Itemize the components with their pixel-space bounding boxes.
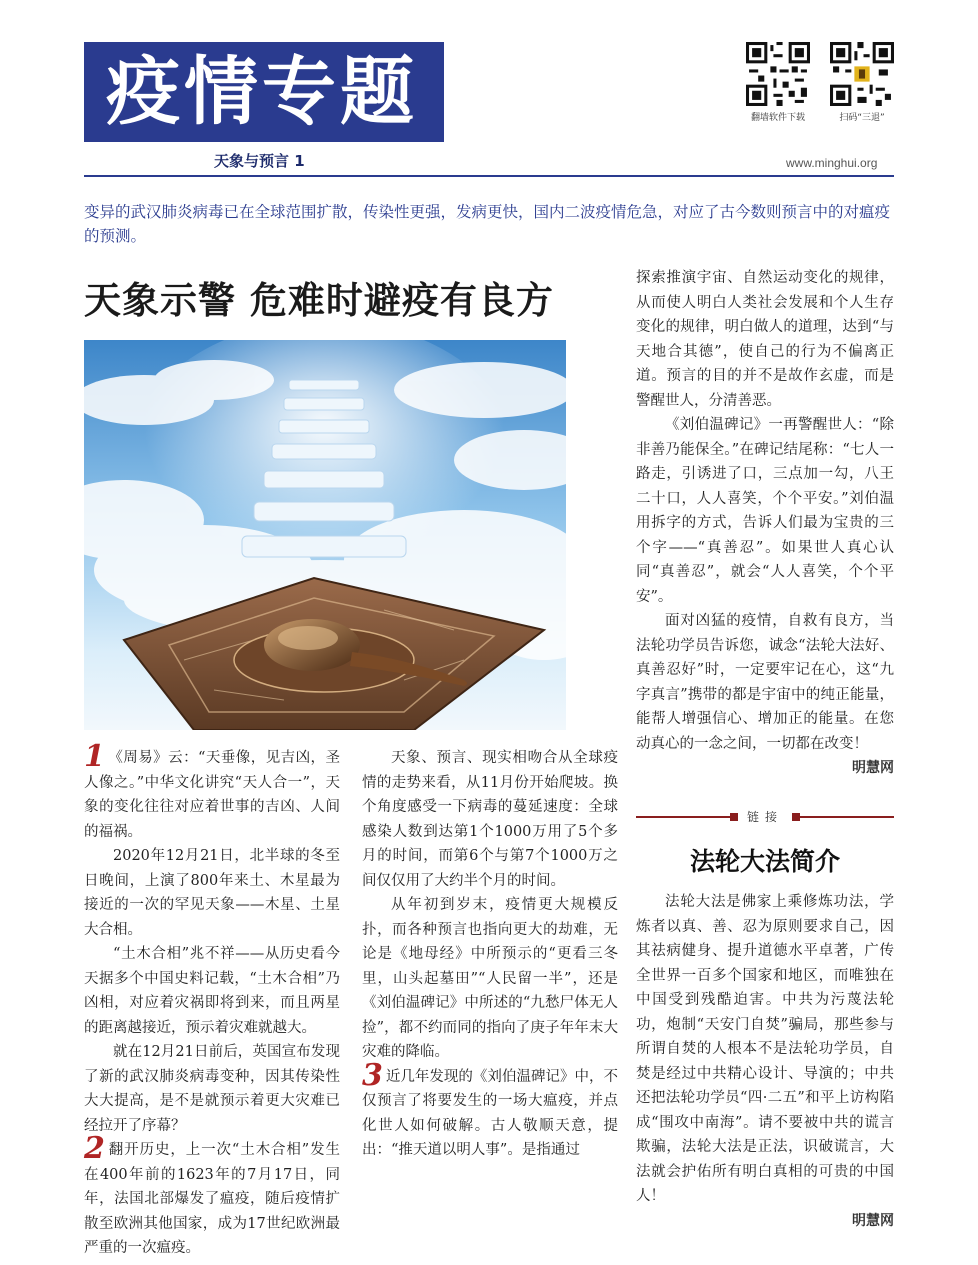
sidebar-body [636, 890, 894, 1233]
article-paragraph: 天象、预言、现实相吻合从全球疫情的走势来看，从11月份开始爬坡。换个角度感受一下病毒的蔓延速度：全球感染人数到达第1个1000万用了5个多月的时间，而第6个与第7个1000万之间仅仅用了大约半个月的时间。 [362, 750, 618, 889]
article-paragraph: 3 近几年发现的《刘伯温碑记》中，不仅预言了将要发生的一场大瘟疫，并点化世人如何破解。古人敬顺天意，提出：“推天道以明人事”。是指通过 [362, 1057, 618, 1158]
lead-paragraph: 变异的武汉肺炎病毒已在全球范围扩散，传染性更强，发病更快，国内二波疫情危急，对应了古今数则预言中的对瘟疫的预测。 [84, 203, 891, 245]
article-column-3 [636, 266, 894, 781]
article-paragraph: 面对凶猛的疫情，自救有良方，当法轮功学员告诉您，诚念“法轮大法好、真善忍好”时，一定要牢记在心，这“九字真言”携带的都是宇宙中的纯正能量，能帮人增强信心、增加正的能量。在您动真心的一念之间，一切都在改变！ [636, 613, 894, 752]
article-paragraph: 2020年12月21日，北半球的冬至日晚间，上演了800年来土、木星最为接近的一次的罕见天象——木星、土星大合相。 [84, 848, 340, 938]
article-paragraph: 1 《周易》云：“天垂像，见吉凶，圣人像之。”中华文化讲究“天人合一”，天象的变化往往对应着世事的吉凶、人间的福祸。 [84, 739, 340, 840]
article-signature: 明慧网 [852, 760, 894, 776]
sidebar-title: 法轮大法简介 [689, 847, 840, 876]
qr-right-label: 扫码“三退” [839, 113, 885, 123]
qr-code-icon [830, 42, 894, 106]
sidebar-signature: 明慧网 [852, 1212, 894, 1229]
site-url[interactable]: www.minghui.org [786, 156, 878, 170]
masthead-box [84, 42, 444, 142]
qr-software-download[interactable] [746, 42, 810, 123]
article-paragraph: 探索推演宇宙、自然运动变化的规律，从而使人明白人类社会发展和个人生存变化的规律，明白做人的道理，达到“与天地合其德”，使自己的行为不偏离正道。预言的目的并不是故作玄虚，而是警醒世人，分清善恶。 [636, 270, 894, 409]
sky-stairs-compass-illustration [84, 340, 566, 730]
article-paragraph: “土木合相”兆不祥——从历史看今天据多个中国史料记载，“土木合相”乃凶相，对应着灾祸即将到来，而且两星的距离越接近，预示着灾难就越大。 [84, 946, 340, 1036]
section-number: 1 [84, 739, 105, 774]
article-column-2 [362, 746, 618, 1163]
article-column-1 [84, 739, 340, 1261]
qr-code-icon [746, 42, 810, 106]
article-photo [84, 340, 566, 730]
article-paragraph: 《刘伯温碑记》一再警醒世人：“除非善乃能保全。”在碑记结尾称：“七人一路走，引诱进了口，三点加一勾，八王二十口，人人喜笑，个个平安。”刘伯温用拆字的方式，告诉人们最为宝贵的三个字——“真善忍”。如果世人真心认同“真善忍”，就会“人人喜笑，个个平安”。 [636, 417, 894, 605]
article-headline: 天象示警 危难时避疫有良方 [84, 279, 554, 322]
section-number: 2 [84, 1131, 105, 1166]
article-paragraph: 2 翻开历史，上一次“土木合相”发生在400年前的1623年的7月17日，同年，法国北部爆发了瘟疫，随后疫情扩散至欧洲其他国家，成为17世纪欧洲最严重的一次瘟疫。 [84, 1131, 340, 1256]
section-number: 3 [362, 1057, 383, 1093]
sidebar-link-tag: 链接 [730, 807, 800, 827]
header-divider [84, 175, 894, 177]
masthead-title: 疫情专题 [106, 49, 418, 135]
article-paragraph: 就在12月21日前后，英国宣布发现了新的武汉肺炎病毒变种，因其传染性大大提高，是不是就预示着更大灾难已经拉开了序幕？ [84, 1044, 340, 1134]
article-paragraph: 从年初到岁末，疫情更大规模反扑，而各种预言也指向更大的劫难，无论是《地母经》中所预示的“更看三冬里，山头起墓田”“人民留一半”，还是《刘伯温碑记》中所述的“九愁尸体无人捡”，都不约而同的指向了庚子年年末大灾难的降临。 [362, 897, 618, 1060]
issue-subtitle: 天象与预言 1 [214, 152, 305, 170]
qr-quit-ccp[interactable] [830, 42, 894, 123]
qr-left-label: 翻墙软件下载 [750, 113, 805, 123]
sidebar-paragraph: 法轮大法是佛家上乘修炼功法，学炼者以真、善、忍为原则要求自己，因其祛病健身、提升道德水平卓著，广传全世界一百多个国家和地区，而唯独在中国受到残酷迫害。中共为污蔑法轮功，炮制“天安门自焚”骗局，那些参与所谓自焚的人根本不是法轮功学员，自焚是经过中共精心设计、导演的；中共还把法轮功学员“四·二五”和平上访构陷成“围攻中南海”。请不要被中共的谎言欺骗，法轮大法是正法，识破谎言，大法就会护佑所有明白真相的可贵的中国人！ [636, 894, 894, 1204]
